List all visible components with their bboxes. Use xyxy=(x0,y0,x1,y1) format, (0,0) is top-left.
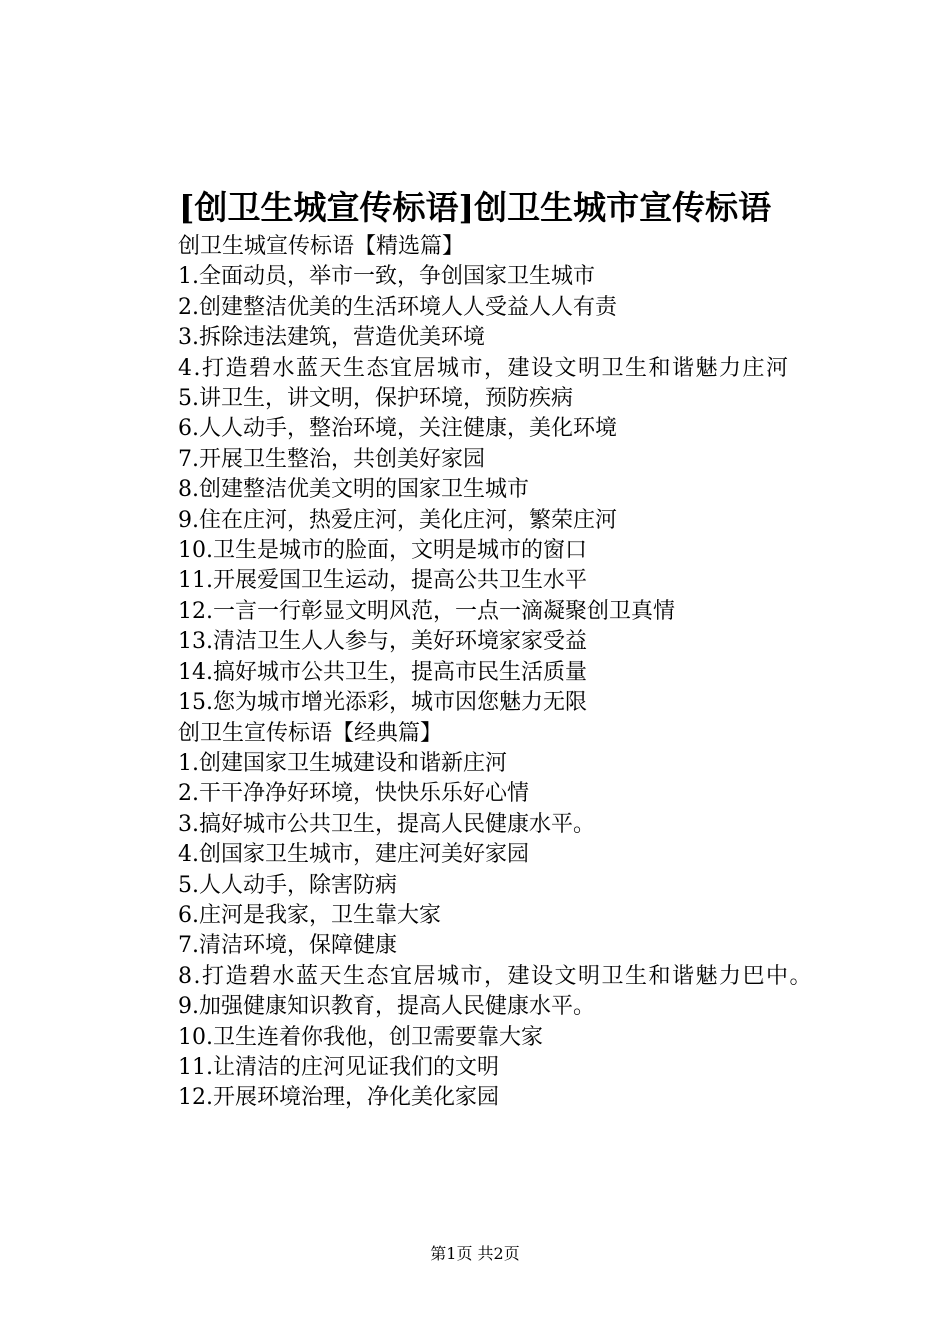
list-item: 6.人人动手，整治环境，关注健康，美化环境 xyxy=(178,416,617,442)
list-item: 11.让清洁的庄河见证我们的文明 xyxy=(178,1054,499,1080)
document-title: [创卫生城宣传标语]创卫生城市宣传标语 xyxy=(178,188,772,227)
list-item: 8.创建整洁优美文明的国家卫生城市 xyxy=(178,477,529,503)
list-item: 10.卫生连着你我他，创卫需要靠大家 xyxy=(178,1024,543,1050)
page-footer: 第1页 共2页 xyxy=(430,1244,520,1263)
list-item: 12.开展环境治理，净化美化家园 xyxy=(178,1085,499,1111)
list-item: 9.加强健康知识教育，提高人民健康水平。 xyxy=(178,994,595,1020)
list-item: 12.一言一行彰显文明风范，一点一滴凝聚创卫真情 xyxy=(178,598,675,624)
list-item: 8.打造碧水蓝天生态宜居城市，建设文明卫生和谐魅力巴中。 xyxy=(178,963,813,989)
document-body xyxy=(130,232,830,1114)
list-item: 2.干干净净好环境，快快乐乐好心情 xyxy=(178,781,529,807)
list-item: 11.开展爱国卫生运动，提高公共卫生水平 xyxy=(178,568,587,594)
list-item: 1.全面动员，举市一致，争创国家卫生城市 xyxy=(178,264,595,290)
list-item: 5.讲卫生，讲文明，保护环境，预防疾病 xyxy=(178,386,573,412)
list-item: 15.您为城市增光添彩，城市因您魅力无限 xyxy=(178,690,587,716)
list-item: 10.卫生是城市的脸面，文明是城市的窗口 xyxy=(178,538,587,564)
list-item: 7.开展卫生整治，共创美好家园 xyxy=(178,446,485,472)
list-item: 14.搞好城市公共卫生，提高市民生活质量 xyxy=(178,659,587,685)
list-item: 6.庄河是我家，卫生靠大家 xyxy=(178,902,441,928)
list-item: 13.清洁卫生人人参与，美好环境家家受益 xyxy=(178,629,587,655)
section-heading: 创卫生城宣传标语【精选篇】 xyxy=(178,234,465,259)
list-item: 1.创建国家卫生城建设和谐新庄河 xyxy=(178,750,507,776)
list-item: 4.打造碧水蓝天生态宜居城市，建设文明卫生和谐魅力庄河 xyxy=(178,355,790,381)
list-item: 3.搞好城市公共卫生，提高人民健康水平。 xyxy=(178,811,595,837)
list-item: 2.创建整洁优美的生活环境人人受益人人有责 xyxy=(178,294,617,320)
list-item: 7.清洁环境，保障健康 xyxy=(178,933,397,959)
section-heading: 创卫生宣传标语【经典篇】 xyxy=(178,720,443,746)
list-item: 4.创国家卫生城市，建庄河美好家园 xyxy=(178,842,529,868)
list-item: 3.拆除违法建筑，营造优美环境 xyxy=(178,325,485,351)
list-item: 5.人人动手，除害防病 xyxy=(178,872,397,898)
list-item: 9.住在庄河，热爱庄河，美化庄河，繁荣庄河 xyxy=(178,507,617,533)
